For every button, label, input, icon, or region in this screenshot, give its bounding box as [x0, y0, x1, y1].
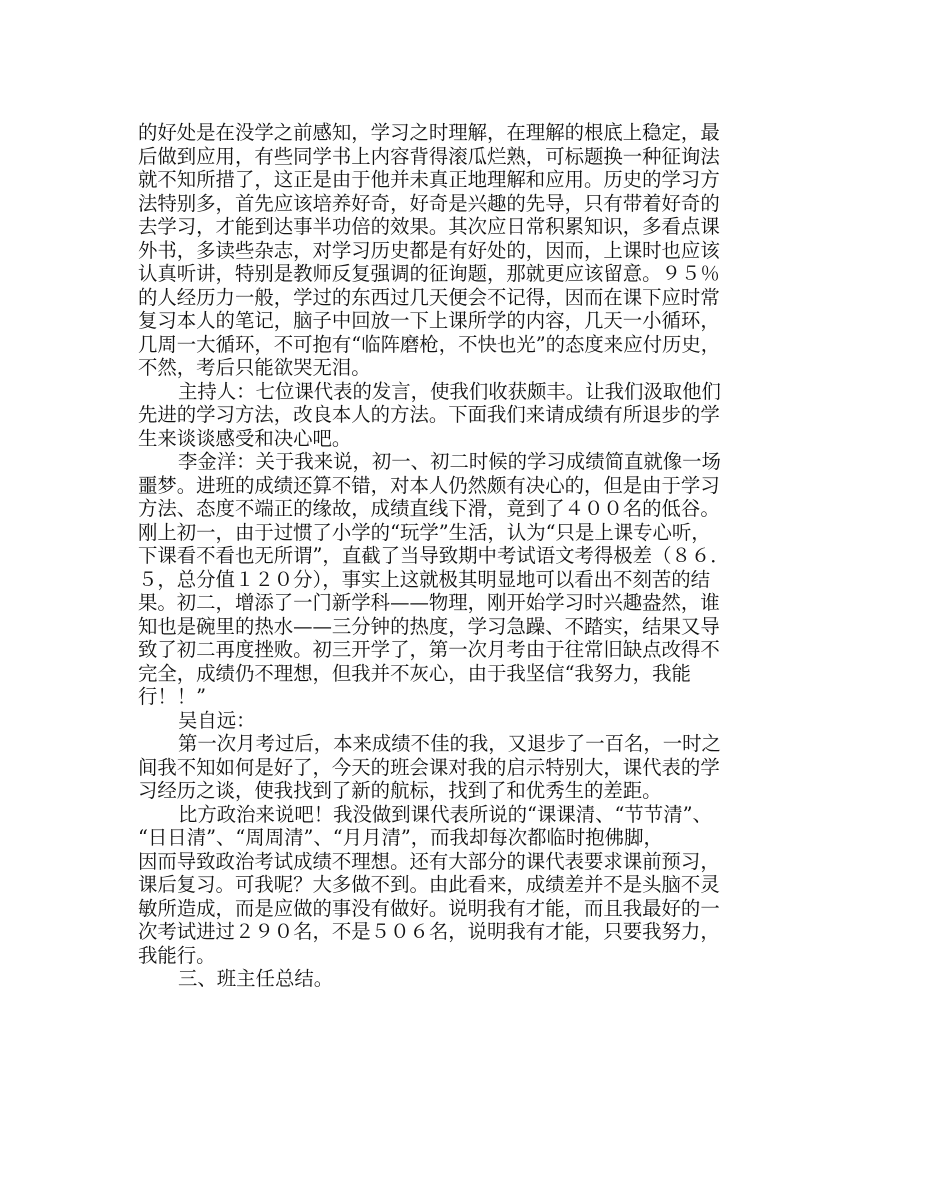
- text-line: 三、班主任总结。: [178, 967, 334, 990]
- text-line: 次考试进过２９０名，不是５０６名，说明我有才能，只要我努力，: [138, 920, 720, 943]
- text-line: 复习本人的笔记，脑子中回放一下上课所学的内容，几天一小循环，: [138, 309, 720, 332]
- text-line: 先进的学习方法，改良本人的方法。下面我们来请成绩有所退步的学: [138, 403, 720, 426]
- text-line: 几周一大循环，不可抱有“临阵磨枪，不快也光”的态度来应付历史，: [138, 332, 721, 356]
- text-line: 间我不知如何是好了，今天的班会课对我的启示特别大，课代表的学: [138, 755, 720, 779]
- text-line: 知也是碗里的热水——三分钟的热度，学习急躁、不踏实，结果又导: [138, 614, 720, 638]
- text-line: 的人经历力一般，学过的东西过几天便会不记得，因而在课下应时常: [138, 285, 720, 309]
- text-line: 我能行。: [138, 943, 216, 967]
- document-body: [138, 121, 838, 991]
- text-line: 主持人：七位课代表的发言，使我们收获颇丰。让我们汲取他们: [178, 379, 721, 403]
- text-line: 去学习，才能到达事半功倍的效果。其次应日常积累知识，多看点课: [138, 215, 720, 238]
- text-line: 就不知所措了，这正是由于他并未真正地理解和应用。历史的学习方: [138, 168, 720, 191]
- text-line: 吴自远：: [178, 708, 256, 732]
- text-line: 因而导致政治考试成绩不理想。还有大部分的课代表要求课前预习，: [138, 849, 720, 873]
- text-line: 外书，多读些杂志，对学习历史都是有好处的，因而，上课时也应该: [138, 238, 720, 262]
- text-line: 刚上初一，由于过惯了小学的“玩学”生活，认为“只是上课专心听，: [138, 520, 711, 544]
- text-line: 行！！”: [138, 685, 207, 708]
- text-line: 噩梦。进班的成绩还算不错，对本人仍然颇有决心的，但是由于学习: [138, 473, 720, 497]
- text-line: 果。初二，增添了一门新学科——物理，刚开始学习时兴趣盎然，谁: [138, 591, 720, 614]
- text-line: 完全，成绩仍不理想，但我并不灰心，由于我坚信“我努力，我能: [138, 661, 691, 685]
- text-line: 敏所造成，而是应做的事没有做好。说明我有才能，而且我最好的一: [138, 896, 720, 920]
- text-line: 致了初二再度挫败。初三开学了，第一次月考由于往常旧缺点改得不: [138, 638, 720, 661]
- text-line: “日日清”、“周周清”、“月月清”，而我却每次都临时抱佛脚，: [138, 826, 663, 849]
- text-line: 的好处是在没学之前感知，学习之时理解，在理解的根底上稳定，最: [138, 121, 720, 144]
- text-line: 认真听讲，特别是教师反复强调的征询题，那就更应该留意。９５％: [138, 262, 720, 285]
- text-line: 课后复习。可我呢？大多做不到。由此看来，成绩差并不是头脑不灵: [138, 873, 720, 896]
- text-line: 方法、态度不端正的缘故，成绩直线下滑，竟到了４００名的低谷。: [138, 497, 720, 520]
- text-line: 后做到应用，有些同学书上内容背得滚瓜烂熟，可标题换一种征询法: [138, 144, 720, 168]
- text-line: 李金洋：关于我来说，初一、初二时候的学习成绩简直就像一场: [178, 450, 721, 473]
- text-line: 第一次月考过后，本来成绩不佳的我，又退步了一百名，一时之: [178, 732, 721, 755]
- text-line: 习经历之谈，使我找到了新的航标，找到了和优秀生的差距。: [138, 779, 662, 802]
- text-line: 比方政治来说吧！我没做到课代表所说的“课课清、“节节清”、: [178, 802, 712, 826]
- text-line: 下课看不看也无所谓”，直截了当导致期中考试语文考得极差（８６．: [138, 544, 730, 567]
- text-line: 法特别多，首先应该培养好奇，好奇是兴趣的先导，只有带着好奇的: [138, 191, 720, 215]
- text-line: 生来谈谈感受和决心吧。: [138, 426, 352, 450]
- text-line: 不然，考后只能欲哭无泪。: [138, 356, 371, 379]
- text-line: ５，总分值１２０分），事实上这就极其明显地可以看出不刻苦的结: [138, 567, 711, 591]
